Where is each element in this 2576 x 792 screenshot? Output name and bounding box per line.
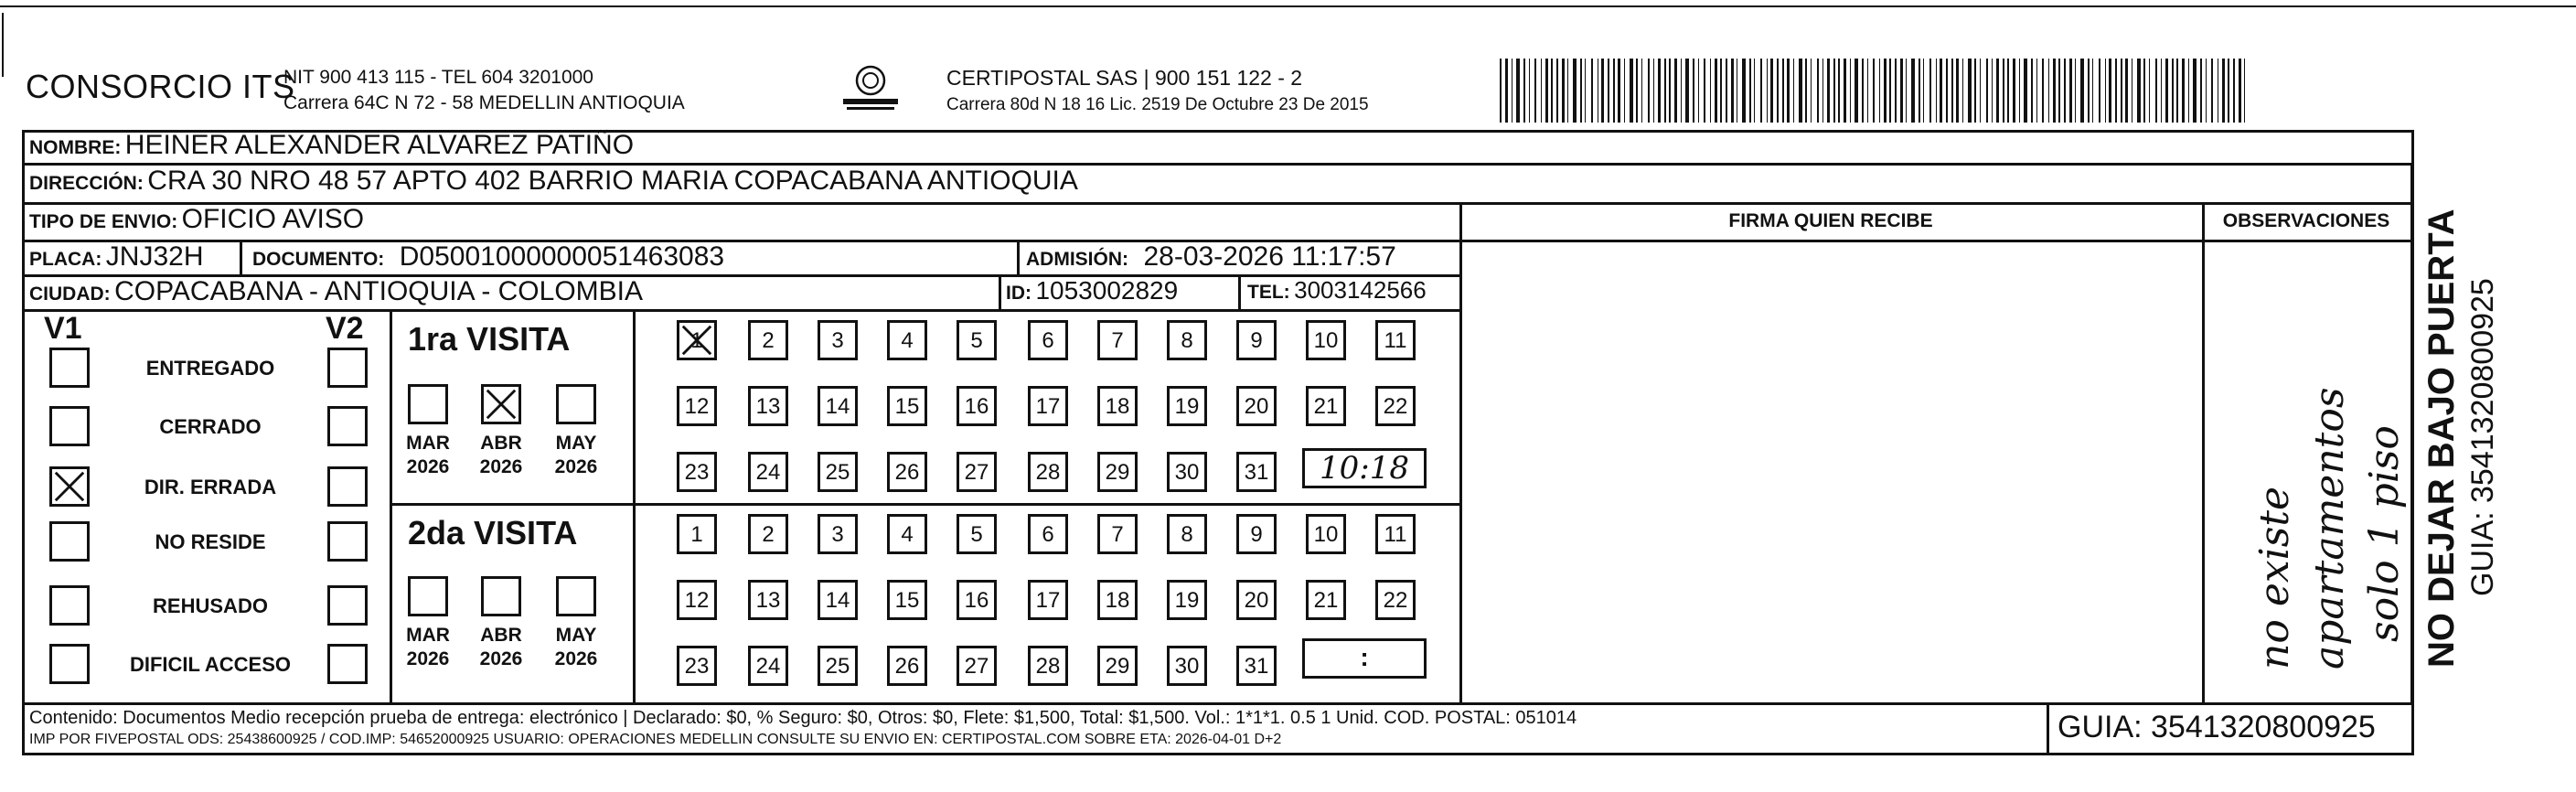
visit2-day-16[interactable]: [957, 580, 997, 620]
admission-value: 28-03-2026 11:17:57: [1143, 241, 1396, 272]
address-label: DIRECCIÓN:: [29, 173, 144, 194]
day-number: 15: [894, 394, 920, 419]
visit1-month-label: [548, 432, 604, 479]
day-number: 12: [684, 588, 710, 613]
visit2-day-3[interactable]: [818, 514, 858, 554]
visit1-day-27[interactable]: [957, 452, 997, 492]
visit2-day-5[interactable]: [957, 514, 997, 554]
visit2-day-13[interactable]: [748, 580, 788, 620]
visit1-day-5[interactable]: [957, 320, 997, 360]
visit2-day-23[interactable]: [677, 646, 717, 686]
visit1-day-16[interactable]: [957, 386, 997, 426]
visit-grid-divider: [390, 503, 1459, 506]
visit1-day-17[interactable]: [1028, 386, 1068, 426]
visit2-day-7[interactable]: [1097, 514, 1138, 554]
visit1-day-3[interactable]: [818, 320, 858, 360]
day-number: 18: [1105, 588, 1130, 613]
visit2-day-19[interactable]: [1167, 580, 1207, 620]
day-number: 23: [684, 654, 710, 679]
visit2-day-21[interactable]: [1306, 580, 1346, 620]
side-guia: GUIA: 3541320800925: [2465, 278, 2500, 596]
visit1-day-6[interactable]: [1028, 320, 1068, 360]
v1-status-checkbox[interactable]: [49, 466, 90, 507]
visit1-day-24[interactable]: [748, 452, 788, 492]
visit1-day-31[interactable]: [1236, 452, 1277, 492]
col-divider: [1017, 240, 1020, 274]
type-row: [29, 204, 364, 235]
visit2-day-8[interactable]: [1167, 514, 1207, 554]
visit2-day-10[interactable]: [1306, 514, 1346, 554]
visit1-month-checkbox-abr[interactable]: [481, 384, 521, 424]
col-divider: [390, 309, 392, 702]
visit2-day-20[interactable]: [1236, 580, 1277, 620]
visit2-month-checkbox-may[interactable]: [556, 576, 596, 616]
visit2-day-14[interactable]: [818, 580, 858, 620]
day-number: 23: [684, 460, 710, 485]
day-number: 4: [901, 328, 914, 353]
v2-status-checkbox[interactable]: [327, 466, 368, 507]
visit2-day-25[interactable]: [818, 646, 858, 686]
visit1-day-8[interactable]: [1167, 320, 1207, 360]
observation-line-3: solo 1 piso: [2361, 425, 2408, 642]
day-number: 27: [964, 654, 989, 679]
visit1-time: 10:18: [1320, 450, 1409, 487]
v1-status-checkbox[interactable]: [49, 644, 90, 684]
company-name: CONSORCIO ITS: [26, 68, 295, 105]
name-row: [29, 130, 634, 161]
day-number: 9: [1250, 522, 1263, 547]
visit2-day-4[interactable]: [887, 514, 927, 554]
day-number: 18: [1105, 394, 1130, 419]
visit1-day-28[interactable]: [1028, 452, 1068, 492]
visit1-day-23[interactable]: [677, 452, 717, 492]
sign-header: FIRMA QUIEN RECIBE: [1728, 210, 1933, 231]
visit1-day-7[interactable]: [1097, 320, 1138, 360]
v2-status-checkbox[interactable]: [327, 521, 368, 562]
day-number: 21: [1313, 394, 1339, 419]
col-divider: [999, 274, 1001, 309]
month-name: ABR: [480, 433, 522, 454]
visit2-day-2[interactable]: [748, 514, 788, 554]
visit2-day-15[interactable]: [887, 580, 927, 620]
admission-label: ADMISIÓN:: [1026, 249, 1128, 270]
visit1-month-checkbox-mar[interactable]: [408, 384, 448, 424]
tel-cell: [1247, 276, 1427, 305]
visit1-day-14[interactable]: [818, 386, 858, 426]
visit1-time-box[interactable]: [1302, 448, 1427, 488]
day-number: 31: [1244, 460, 1269, 485]
visit2-month-label: [548, 624, 604, 671]
v1-status-checkbox[interactable]: [49, 585, 90, 626]
month-year: 2026: [554, 456, 598, 477]
v2-label: V2: [326, 311, 364, 346]
day-number: 24: [755, 460, 781, 485]
visit1-day-10[interactable]: [1306, 320, 1346, 360]
month-name: MAY: [555, 433, 597, 454]
day-number: 12: [684, 394, 710, 419]
visit2-day-22[interactable]: [1375, 580, 1416, 620]
visit1-day-25[interactable]: [818, 452, 858, 492]
day-number: 31: [1244, 654, 1269, 679]
day-number: 26: [894, 654, 920, 679]
month-year: 2026: [554, 648, 598, 669]
day-number: 2: [762, 328, 775, 353]
no-dejar-bajo-puerta: NO DEJAR BAJO PUERTA: [2421, 209, 2462, 668]
day-number: 16: [964, 588, 989, 613]
plate-value: JNJ32H: [105, 241, 204, 272]
visit1-day-18[interactable]: [1097, 386, 1138, 426]
col-divider: [1238, 274, 1241, 309]
visit2-month-checkbox-mar[interactable]: [408, 576, 448, 616]
visit2-month-checkbox-abr[interactable]: [481, 576, 521, 616]
visit2-day-27[interactable]: [957, 646, 997, 686]
col-divider: [2047, 702, 2049, 755]
day-number: 28: [1035, 460, 1061, 485]
day-number: 27: [964, 460, 989, 485]
day-number: 26: [894, 460, 920, 485]
status-label: NO RESIDE: [155, 530, 266, 553]
status-label: DIFICIL ACCESO: [129, 653, 291, 676]
observations-header: OBSERVACIONES: [2222, 210, 2390, 231]
visit2-day-31[interactable]: [1236, 646, 1277, 686]
visit1-day-19[interactable]: [1167, 386, 1207, 426]
id-value: 1053002829: [1035, 276, 1179, 305]
visit2-day-11[interactable]: [1375, 514, 1416, 554]
day-number: 11: [1384, 328, 1407, 353]
visit2-day-6[interactable]: [1028, 514, 1068, 554]
visit1-day-22[interactable]: [1375, 386, 1416, 426]
day-number: 17: [1035, 394, 1061, 419]
day-number: 22: [1383, 394, 1408, 419]
day-number: 22: [1383, 588, 1408, 613]
visit1-month-label: [400, 432, 456, 479]
barcode: [1500, 59, 2250, 123]
document-label: DOCUMENTO:: [252, 249, 385, 270]
observation-line-2: apartamentos: [2306, 387, 2353, 669]
document-cell: [252, 241, 724, 273]
day-number: 6: [1042, 328, 1054, 353]
day-number: 5: [970, 328, 983, 353]
visit2-day-12[interactable]: [677, 580, 717, 620]
footer-line-1: Contenido: Documentos Medio recepción prueba de entrega: electrónico | Declarado: $0, % Seguro: $0, Otros: $0, Flete: $1,500, Total: $1,500. Vol.: 1*1*1. 0.5 1 Unid. COD. POSTAL: 051014: [29, 708, 1577, 728]
visit2-month-label: [400, 624, 456, 671]
carrier-address: Carrera 80d N 18 16 Lic. 2519 De Octubre 23 De 2015: [946, 95, 1369, 114]
day-number: 4: [901, 522, 914, 547]
visit2-time: :: [1360, 643, 1369, 671]
visit1-month-label: [473, 432, 529, 479]
day-number: 9: [1250, 328, 1263, 353]
v1-status-checkbox[interactable]: [49, 521, 90, 562]
logo-seal-icon: [834, 64, 907, 113]
day-number: 29: [1105, 460, 1130, 485]
visit1-day-11[interactable]: [1375, 320, 1416, 360]
status-label: ENTREGADO: [145, 357, 275, 380]
visit2-day-17[interactable]: [1028, 580, 1068, 620]
day-number: 25: [825, 654, 850, 679]
tel-label: TEL:: [1247, 282, 1290, 303]
day-number: 14: [825, 394, 850, 419]
type-value: OFICIO AVISO: [181, 204, 365, 234]
col-divider: [633, 309, 636, 702]
footer-line-2: IMP POR FIVEPOSTAL ODS: 25438600925 / COD.IMP: 54652000925 USUARIO: OPERACIONES MEDELLIN CONSULTE SU ENVIO EN: CERTIPOSTAL.COM SOBRE ETA: 2026-04-01 D+2: [29, 732, 1282, 747]
day-number: 14: [825, 588, 850, 613]
visit2-day-29[interactable]: [1097, 646, 1138, 686]
plate-label: PLACA:: [29, 249, 102, 270]
col-divider: [240, 240, 242, 274]
nit-line: NIT 900 413 115 - TEL 604 3201000: [283, 67, 593, 88]
visit1-month-checkbox-may[interactable]: [556, 384, 596, 424]
carrier-line: CERTIPOSTAL SAS | 900 151 122 - 2: [946, 66, 1303, 90]
city-cell: [29, 276, 643, 307]
col-divider: [1459, 202, 1462, 702]
visit1-day-1[interactable]: [677, 320, 717, 360]
day-number: 29: [1105, 654, 1130, 679]
visit1-day-12[interactable]: [677, 386, 717, 426]
visit2-day-9[interactable]: [1236, 514, 1277, 554]
address-value: CRA 30 NRO 48 57 APTO 402 BARRIO MARIA COPACABANA ANTIOQUIA: [147, 166, 1078, 196]
visit2-day-24[interactable]: [748, 646, 788, 686]
day-number: 3: [831, 522, 844, 547]
day-number: 7: [1111, 522, 1124, 547]
month-name: ABR: [480, 625, 522, 646]
visit2-day-1[interactable]: [677, 514, 717, 554]
day-number: 17: [1035, 588, 1061, 613]
visit2-month-label: [473, 624, 529, 671]
city-value: COPACABANA - ANTIOQUIA - COLOMBIA: [114, 276, 644, 306]
day-number: 19: [1174, 394, 1200, 419]
visit1-day-21[interactable]: [1306, 386, 1346, 426]
day-number: 25: [825, 460, 850, 485]
day-number: 30: [1174, 654, 1200, 679]
visit1-day-15[interactable]: [887, 386, 927, 426]
month-name: MAR: [406, 625, 450, 646]
day-number: 30: [1174, 460, 1200, 485]
visit1-day-4[interactable]: [887, 320, 927, 360]
day-number: 8: [1181, 328, 1193, 353]
day-number: 8: [1181, 522, 1193, 547]
barcode-graphic: [1500, 59, 2250, 123]
day-number: 15: [894, 588, 920, 613]
footer-guia: GUIA: 3541320800925: [2058, 710, 2376, 744]
city-label: CIUDAD:: [29, 284, 111, 305]
day-number: 19: [1174, 588, 1200, 613]
type-label: TIPO DE ENVIO:: [29, 211, 178, 232]
top-rule: [0, 5, 2576, 7]
day-number: 10: [1313, 328, 1339, 353]
day-number: 10: [1313, 522, 1339, 547]
signature-area[interactable]: [1463, 240, 2200, 701]
day-number: 11: [1384, 522, 1407, 547]
col-divider: [2410, 163, 2413, 702]
v1-label: V1: [44, 311, 82, 346]
v2-status-checkbox[interactable]: [327, 644, 368, 684]
day-number: 2: [762, 522, 775, 547]
visit2-title: 2da VISITA: [408, 514, 578, 551]
visit1-day-30[interactable]: [1167, 452, 1207, 492]
v1-status-checkbox[interactable]: [49, 348, 90, 388]
visit1-title: 1ra VISITA: [408, 320, 571, 358]
footer-divider: [22, 702, 2414, 705]
row-divider: [22, 202, 2414, 205]
visit2-time-box[interactable]: [1302, 638, 1427, 679]
month-year: 2026: [479, 648, 523, 669]
day-number: 20: [1244, 588, 1269, 613]
day-number: 6: [1042, 522, 1054, 547]
observations-area: [2204, 240, 2410, 701]
status-label: REHUSADO: [153, 594, 268, 617]
day-number: 21: [1313, 588, 1339, 613]
visit1-day-20[interactable]: [1236, 386, 1277, 426]
v2-status-checkbox[interactable]: [327, 406, 368, 446]
month-year: 2026: [479, 456, 523, 477]
company-address: Carrera 64C N 72 - 58 MEDELLIN ANTIOQUIA: [283, 92, 685, 113]
day-number: 28: [1035, 654, 1061, 679]
day-number: 13: [755, 588, 781, 613]
day-number: 3: [831, 328, 844, 353]
v1-status-checkbox[interactable]: [49, 406, 90, 446]
id-cell: [1006, 276, 1178, 305]
visit2-day-26[interactable]: [887, 646, 927, 686]
v2-status-checkbox[interactable]: [327, 348, 368, 388]
address-row: [29, 166, 1078, 197]
day-number: 7: [1111, 328, 1124, 353]
admission-cell: [1026, 241, 1396, 273]
row-divider: [22, 309, 1459, 312]
observation-line-1: no existe: [2251, 486, 2298, 669]
visit2-day-30[interactable]: [1167, 646, 1207, 686]
day-number: 1: [690, 522, 703, 547]
visit1-day-13[interactable]: [748, 386, 788, 426]
month-name: MAR: [406, 433, 450, 454]
day-number: 13: [755, 394, 781, 419]
day-number: 16: [964, 394, 989, 419]
document-value: D05001000000051463083: [399, 241, 725, 272]
name-label: NOMBRE:: [29, 137, 122, 158]
day-number: 24: [755, 654, 781, 679]
visit2-day-28[interactable]: [1028, 646, 1068, 686]
status-label: DIR. ERRADA: [144, 476, 277, 498]
v2-status-checkbox[interactable]: [327, 585, 368, 626]
day-number: 1: [690, 328, 703, 353]
visit2-day-18[interactable]: [1097, 580, 1138, 620]
certipostal-logo: [834, 64, 907, 113]
visit1-day-29[interactable]: [1097, 452, 1138, 492]
day-number: 20: [1244, 394, 1269, 419]
day-number: 5: [970, 522, 983, 547]
status-label: CERRADO: [159, 415, 262, 438]
plate-cell: [29, 241, 203, 273]
visit1-day-2[interactable]: [748, 320, 788, 360]
tel-value: 3003142566: [1294, 276, 1427, 304]
month-name: MAY: [555, 625, 597, 646]
left-edge: [2, 13, 4, 77]
month-year: 2026: [406, 456, 450, 477]
id-label: ID:: [1006, 283, 1031, 304]
name-value: HEINER ALEXANDER ALVAREZ PATIÑO: [124, 130, 635, 160]
visit1-day-9[interactable]: [1236, 320, 1277, 360]
month-year: 2026: [406, 648, 450, 669]
visit1-day-26[interactable]: [887, 452, 927, 492]
